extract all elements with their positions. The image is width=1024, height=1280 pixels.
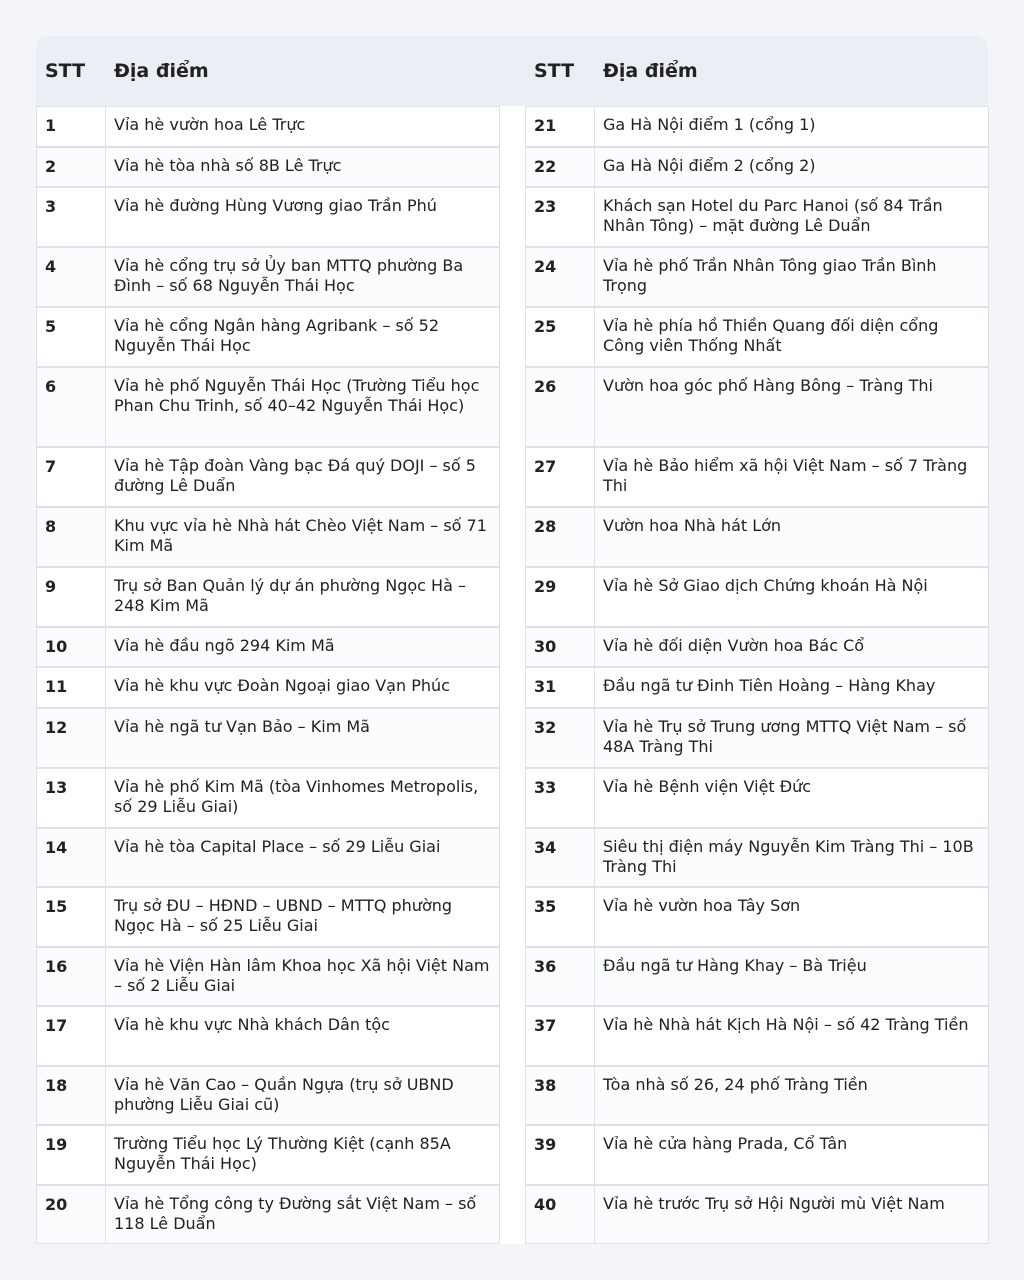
row-location: Vỉa hè Nhà hát Kịch Hà Nội – số 42 Tràng Tiền [603, 1015, 969, 1034]
table-row [36, 627, 500, 667]
table-row [525, 367, 989, 447]
table-row [36, 447, 500, 507]
table-row [525, 507, 989, 567]
row-location: Vườn hoa góc phố Hàng Bông – Tràng Thi [603, 376, 933, 395]
row-location: Vỉa hè cửa hàng Prada, Cổ Tân [603, 1134, 848, 1153]
table-header [36, 36, 988, 106]
row-location: Vỉa hè phố Trần Nhân Tông giao Trần Bình Trọng [603, 256, 937, 295]
row-location: Vỉa hè vườn hoa Tây Sơn [603, 896, 801, 915]
row-number: 30 [526, 628, 595, 666]
table-row [36, 247, 500, 307]
row-location: Vỉa hè vườn hoa Lê Trực [114, 115, 306, 134]
row-number: 19 [37, 1126, 106, 1184]
table-row [525, 768, 989, 828]
row-location: Vỉa hè ngã tư Vạn Bảo – Kim Mã [114, 717, 370, 736]
row-number: 13 [37, 769, 106, 827]
row-number: 17 [37, 1007, 106, 1065]
row-number: 11 [37, 668, 106, 707]
row-number: 5 [37, 308, 106, 366]
row-location: Vỉa hè tòa nhà số 8B Lê Trực [114, 156, 342, 175]
table-row [525, 667, 989, 708]
row-number: 15 [37, 888, 106, 946]
row-number: 33 [526, 769, 595, 827]
location-header-left: Địa điểm [114, 60, 209, 82]
table-row [36, 147, 500, 187]
row-number: 2 [37, 148, 106, 186]
row-number: 18 [37, 1067, 106, 1124]
row-number: 3 [37, 188, 106, 246]
row-number: 35 [526, 888, 595, 946]
stt-header-right: STT [534, 60, 575, 82]
table-row [525, 447, 989, 507]
row-number: 4 [37, 248, 106, 306]
row-location: Vỉa hè khu vực Nhà khách Dân tộc [114, 1015, 390, 1034]
row-location: Ga Hà Nội điểm 1 (cổng 1) [603, 115, 816, 134]
row-location: Trụ sở Ban Quản lý dự án phường Ngọc Hà – 248 Kim Mã [114, 576, 466, 615]
row-number: 14 [37, 829, 106, 886]
row-number: 25 [526, 308, 595, 366]
table-row [36, 887, 500, 947]
row-location: Khu vực vỉa hè Nhà hát Chèo Việt Nam – số 71 Kim Mã [114, 516, 487, 555]
row-location: Vỉa hè tòa Capital Place – số 29 Liễu Giai [114, 837, 441, 856]
table-row [36, 307, 500, 367]
row-number: 26 [526, 368, 595, 446]
table-row [525, 708, 989, 768]
table-row [525, 247, 989, 307]
row-number: 16 [37, 948, 106, 1005]
row-location: Vỉa hè phố Nguyễn Thái Học (Trường Tiểu học Phan Chu Trinh, số 40–42 Nguyễn Thái Học) [114, 376, 480, 415]
row-location: Vỉa hè phố Kim Mã (tòa Vinhomes Metropolis, số 29 Liễu Giai) [114, 777, 479, 816]
location-header-right: Địa điểm [603, 60, 698, 82]
row-number: 23 [526, 188, 595, 246]
row-number: 34 [526, 829, 595, 886]
table-row [36, 1006, 500, 1066]
row-number: 8 [37, 508, 106, 566]
row-location: Vỉa hè cổng Ngân hàng Agribank – số 52 Nguyễn Thái Học [114, 316, 440, 355]
row-number: 22 [526, 148, 595, 186]
row-location: Trụ sở ĐU – HĐND – UBND – MTTQ phường Ngọc Hà – số 25 Liễu Giai [114, 896, 453, 935]
table-row [525, 947, 989, 1006]
row-number: 10 [37, 628, 106, 666]
table-row [36, 567, 500, 627]
table-row [36, 106, 500, 147]
row-number: 21 [526, 107, 595, 146]
row-location: Đầu ngã tư Hàng Khay – Bà Triệu [603, 956, 867, 975]
table-row [36, 947, 500, 1006]
row-number: 7 [37, 448, 106, 506]
row-location: Vỉa hè Sở Giao dịch Chứng khoán Hà Nội [603, 576, 928, 595]
row-number: 39 [526, 1126, 595, 1184]
row-number: 12 [37, 709, 106, 767]
row-location: Vỉa hè Trụ sở Trung ương MTTQ Việt Nam – số 48A Tràng Thi [603, 717, 967, 756]
table-row [525, 828, 989, 887]
row-number: 31 [526, 668, 595, 707]
row-location: Vườn hoa Nhà hát Lớn [603, 516, 782, 535]
table-row [525, 106, 989, 147]
table-row [36, 768, 500, 828]
row-number: 9 [37, 568, 106, 626]
row-number: 28 [526, 508, 595, 566]
table-row [36, 1185, 500, 1244]
table-row [525, 627, 989, 667]
row-number: 37 [526, 1007, 595, 1065]
table-row [525, 1066, 989, 1125]
row-number: 1 [37, 107, 106, 146]
table-row [36, 828, 500, 887]
table-row [525, 887, 989, 947]
table-row [36, 1125, 500, 1185]
row-location: Ga Hà Nội điểm 2 (cổng 2) [603, 156, 816, 175]
row-location: Vỉa hè trước Trụ sở Hội Người mù Việt Nam [603, 1194, 945, 1213]
row-number: 24 [526, 248, 595, 306]
table-row [525, 147, 989, 187]
row-number: 27 [526, 448, 595, 506]
table-row [36, 187, 500, 247]
locations-table [36, 36, 988, 1244]
table-row [525, 307, 989, 367]
table-row [525, 1185, 989, 1244]
row-number: 29 [526, 568, 595, 626]
row-location: Vỉa hè Tập đoàn Vàng bạc Đá quý DOJI – số 5 đường Lê Duẩn [114, 456, 476, 495]
row-location: Vỉa hè phía hồ Thiền Quang đối diện cổng Công viên Thống Nhất [603, 316, 939, 355]
table-row [525, 567, 989, 627]
row-number: 32 [526, 709, 595, 767]
stt-header-left: STT [45, 60, 86, 82]
row-location: Vỉa hè khu vực Đoàn Ngoại giao Vạn Phúc [114, 676, 450, 695]
row-location: Siêu thị điện máy Nguyễn Kim Tràng Thi – 10B Tràng Thi [603, 837, 974, 876]
row-location: Tòa nhà số 26, 24 phố Tràng Tiền [603, 1075, 868, 1094]
row-location: Vỉa hè cổng trụ sở Ủy ban MTTQ phường Ba Đình – số 68 Nguyễn Thái Học [114, 256, 464, 295]
row-location: Vỉa hè đầu ngõ 294 Kim Mã [114, 636, 335, 655]
row-location: Vỉa hè đường Hùng Vương giao Trần Phú [114, 196, 437, 215]
row-location: Vỉa hè Văn Cao – Quần Ngựa (trụ sở UBND phường Liễu Giai cũ) [114, 1075, 454, 1114]
row-location: Vỉa hè Bảo hiểm xã hội Việt Nam – số 7 Tràng Thi [603, 456, 968, 495]
row-location: Trường Tiểu học Lý Thường Kiệt (cạnh 85A Nguyễn Thái Học) [114, 1134, 451, 1173]
row-number: 6 [37, 368, 106, 446]
row-location: Vỉa hè Viện Hàn lâm Khoa học Xã hội Việt Nam – số 2 Liễu Giai [114, 956, 490, 995]
table-row [36, 1066, 500, 1125]
row-location: Vỉa hè đối diện Vườn hoa Bác Cổ [603, 636, 865, 655]
table-row [36, 367, 500, 447]
table-row [36, 667, 500, 708]
row-location: Đầu ngã tư Đinh Tiên Hoàng – Hàng Khay [603, 676, 936, 695]
row-number: 20 [37, 1186, 106, 1243]
row-location: Vỉa hè Tổng công ty Đường sắt Việt Nam – số 118 Lê Duẩn [114, 1194, 477, 1233]
table-row [36, 708, 500, 768]
table-row [525, 187, 989, 247]
table-row [525, 1125, 989, 1185]
row-number: 36 [526, 948, 595, 1005]
row-number: 38 [526, 1067, 595, 1124]
row-location: Khách sạn Hotel du Parc Hanoi (số 84 Trần Nhân Tông) – mặt đường Lê Duẩn [603, 196, 943, 235]
table-row [525, 1006, 989, 1066]
row-location: Vỉa hè Bệnh viện Việt Đức [603, 777, 812, 796]
table-row [36, 507, 500, 567]
row-number: 40 [526, 1186, 595, 1243]
